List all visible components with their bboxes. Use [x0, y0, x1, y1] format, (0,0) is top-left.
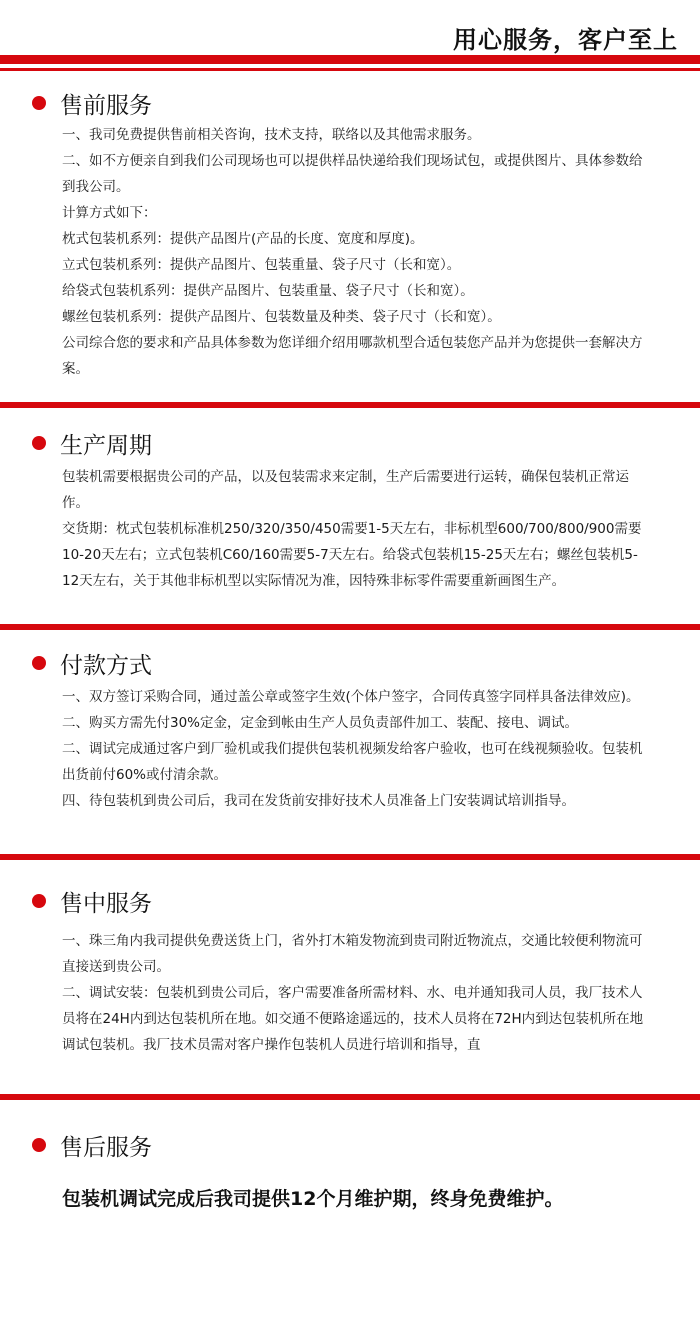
section-title: 售中服务	[60, 890, 152, 917]
paragraph: 二、调试安装：包装机到贵公司后，客户需要准备所需材料、水、电并通知我司人员，我厂技术人员将在24H内到达包装机所在地。如交通不便路途遥远的，技术人员将在72H内到达包装机所在地调试包装机。我厂技术员需对客户操作包装机人员进行培训和指导，直	[62, 985, 644, 1053]
section-heading	[32, 88, 152, 118]
section-divider	[0, 624, 700, 630]
bullet-dot-icon	[32, 1138, 46, 1152]
paragraph: 一、我司免费提供售前相关咨询，技术支持，联络以及其他需求服务。	[62, 127, 481, 143]
after-sales-statement: 包装机调试完成后我司提供12个月维护期，终身免费维护。	[62, 1188, 564, 1210]
paragraph: 计算方式如下：	[62, 205, 157, 221]
section-body	[62, 464, 652, 594]
paragraph: 二、购买方需先付30%定金，定金到帐由生产人员负责部件加工、装配、接电、调试。	[62, 715, 579, 731]
paragraph: 螺丝包装机系列：提供产品图片、包装数量及种类、袋子尺寸（长和宽）。	[62, 309, 501, 325]
paragraph: 一、双方签订采购合同，通过盖公章或签字生效(个体户签字，合同传真签字同样具备法律效应)。	[62, 689, 640, 705]
section-body	[62, 684, 652, 814]
section-title: 售前服务	[60, 92, 152, 119]
bullet-dot-icon	[32, 436, 46, 450]
section-divider	[0, 854, 700, 860]
header-divider-thick	[0, 55, 700, 64]
paragraph: 枕式包装机系列：提供产品图片(产品的长度、宽度和厚度)。	[62, 231, 424, 247]
paragraph: 二、调试完成通过客户到厂验机或我们提供包装机视频发给客户验收，也可在线视频验收。包装机出货前付60%或付清余款。	[62, 741, 643, 783]
section-heading	[32, 428, 152, 458]
paragraph: 公司综合您的要求和产品具体参数为您详细介绍用哪款机型合适包装您产品并为您提供一套解决方案。	[62, 335, 643, 377]
section-title: 售后服务	[60, 1134, 152, 1161]
section-heading	[32, 1130, 152, 1160]
paragraph: 包装机需要根据贵公司的产品，以及包装需求来定制，生产后需要进行运转，确保包装机正常运作。	[62, 469, 629, 511]
section-heading	[32, 886, 152, 916]
section-body	[62, 122, 652, 382]
bullet-dot-icon	[32, 656, 46, 670]
bullet-dot-icon	[32, 894, 46, 908]
paragraph: 一、珠三角内我司提供免费送货上门，省外打木箱发物流到贵司附近物流点，交通比较便利物流可直接送到贵公司。	[62, 933, 643, 975]
paragraph: 四、待包装机到贵公司后，我司在发货前安排好技术人员准备上门安装调试培训指导。	[62, 793, 575, 809]
header-divider-thin	[0, 68, 700, 71]
section-heading	[32, 648, 152, 678]
paragraph: 立式包装机系列：提供产品图片、包装重量、袋子尺寸（长和宽）。	[62, 257, 461, 273]
section-title: 生产周期	[60, 432, 152, 459]
section-divider	[0, 402, 700, 408]
section-divider	[0, 1094, 700, 1100]
section-title: 付款方式	[60, 652, 152, 679]
section-body	[62, 928, 652, 1058]
paragraph: 交货期：枕式包装机标准机250/320/350/450需要1-5天左右，非标机型600/700/800/900需要10-20天左右；立式包装机C60/160需要5-7天左右。给袋式包装机15-25天左右；螺丝包装机5-12天左右，关于其他非标机型以实际情况为准，因特殊非标零件需要重新画图生产。	[62, 521, 642, 589]
paragraph: 二、如不方便亲自到我们公司现场也可以提供样品快递给我们现场试包，或提供图片、具体参数给到我公司。	[62, 153, 643, 195]
paragraph: 给袋式包装机系列：提供产品图片、包装重量、袋子尺寸（长和宽）。	[62, 283, 474, 299]
bullet-dot-icon	[32, 96, 46, 110]
header-slogan: 用心服务，客户至上	[453, 26, 678, 54]
